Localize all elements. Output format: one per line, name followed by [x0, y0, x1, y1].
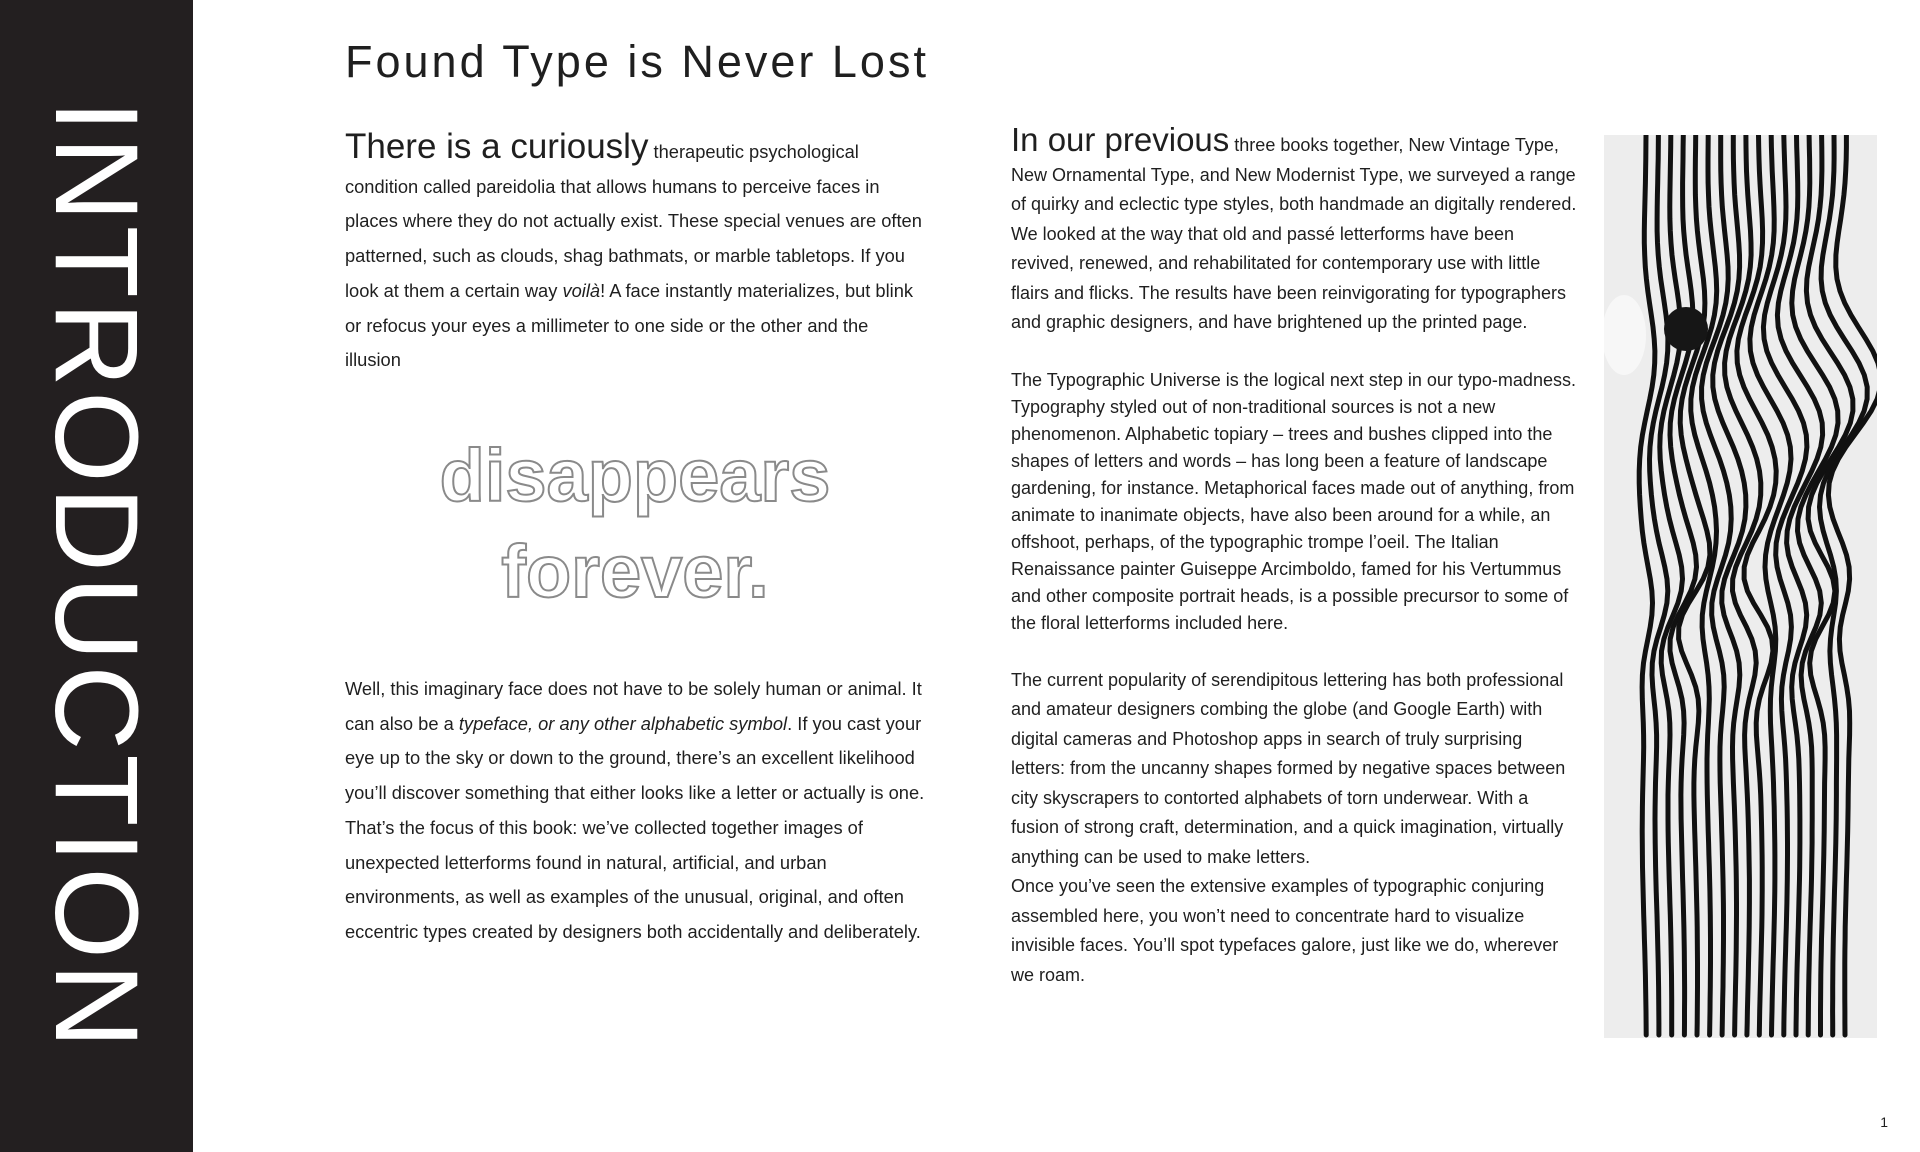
- italic-text: voilà: [562, 279, 601, 301]
- right-paragraph-3: The current popularity of serendipitous lettering has both professional and amateur designers combing the globe (and Google Earth) with digital cameras and Photoshop apps in search of truly surprising letters: from the uncanny shapes formed by negative spaces between city skyscrapers to contorted alphabets of torn underwear. With a fusion of strong craft, determination, and a quick imagination, virtually anything can be used to make letters.: [1011, 669, 1566, 867]
- paragraph-text: . If you cast your eye up to the sky or down to the ground, there’s an excellent likelihood you’ll discover something that either looks like a letter or actually is one. That’s the focus of this book: we’ve collected together images of unexpected letterforms found in natural, artificial, and urban environments, as well as examples of the unusual, original, and often eccentric types created by designers both accidentally and deliberately.: [345, 712, 925, 942]
- figure-sleeve: [1604, 295, 1646, 375]
- paragraph-text: Well, this imaginary face does not have to be solely human or animal. It can also be a: [345, 678, 922, 734]
- lead-in-text: In our previous: [1011, 121, 1230, 158]
- right-paragraph-2: The Typographic Universe is the logical next step in our typo-madness. Typography styled out of non-traditional sources is not a new phenomenon. Alphabetic topiary – trees and bushes clipped into the shapes of letters and words – has long been a feature of landscape gardening, for instance. Metaphorical faces made out of anything, from animate to inanimate objects, have also been around for a while, an offshoot, perhaps, of the typographic trompe l’oeil. The Italian Renaissance painter Guiseppe Arcimboldo, famed for his Vertummus and other composite portrait heads, is a possible precursor to some of the floral letterforms included here.: [1011, 369, 1576, 633]
- paragraph-text: ! A face instantly materializes, but blink or refocus your eyes a millimeter to one side or the other and the illusion: [345, 279, 914, 371]
- page-number: 1: [1880, 1114, 1888, 1130]
- side-band: [0, 0, 193, 1152]
- right-paragraph-1: [1011, 121, 1579, 338]
- outline-display-text: [345, 428, 925, 620]
- second-paragraph: [345, 672, 935, 950]
- section-title-vertical: INTRODUCTION: [30, 99, 162, 1053]
- wavy-lines-illustration: [1604, 135, 1877, 1038]
- left-column: [345, 127, 925, 378]
- italic-text: typeface, or any other alphabetic symbol: [458, 712, 788, 734]
- page-title: Found Type is Never Lost: [345, 36, 929, 87]
- right-column: [1011, 121, 1579, 990]
- right-paragraph-4: Once you’ve seen the extensive examples of typographic conjuring assembled here, you won’t need to concentrate hard to visualize invisible faces. You’ll spot typefaces galore, just like we do, wherever we roam.: [1011, 876, 1559, 985]
- outline-word-forever: forever.: [501, 530, 769, 613]
- paragraph-text: therapeutic psychological condition called pareidolia that allows humans to perceive faces in places where they do not actually exist. These special venues are often patterned, such as clouds, shag bathmats, or marble tabletops. If you look at them a certain way: [345, 141, 922, 301]
- lead-in-text: There is a curiously: [345, 127, 649, 166]
- intro-paragraph: [345, 127, 925, 378]
- figure-head: [1664, 307, 1708, 351]
- wavy-lines-photo: [1604, 135, 1877, 1038]
- paragraph-text: three books together, New Vintage Type, New Ornamental Type, and New Modernist Type, we surveyed a range of quirky and eclectic type styles, both handmade an digitally rendered. We looked at the way that old and passé letterforms have been revived, renewed, and rehabilitated for contemporary use with little flairs and flicks. The results have been reinvigorating for typographers and graphic designers, and have brightened up the printed page.: [1011, 135, 1577, 332]
- outline-word-disappears: disappears: [439, 434, 831, 517]
